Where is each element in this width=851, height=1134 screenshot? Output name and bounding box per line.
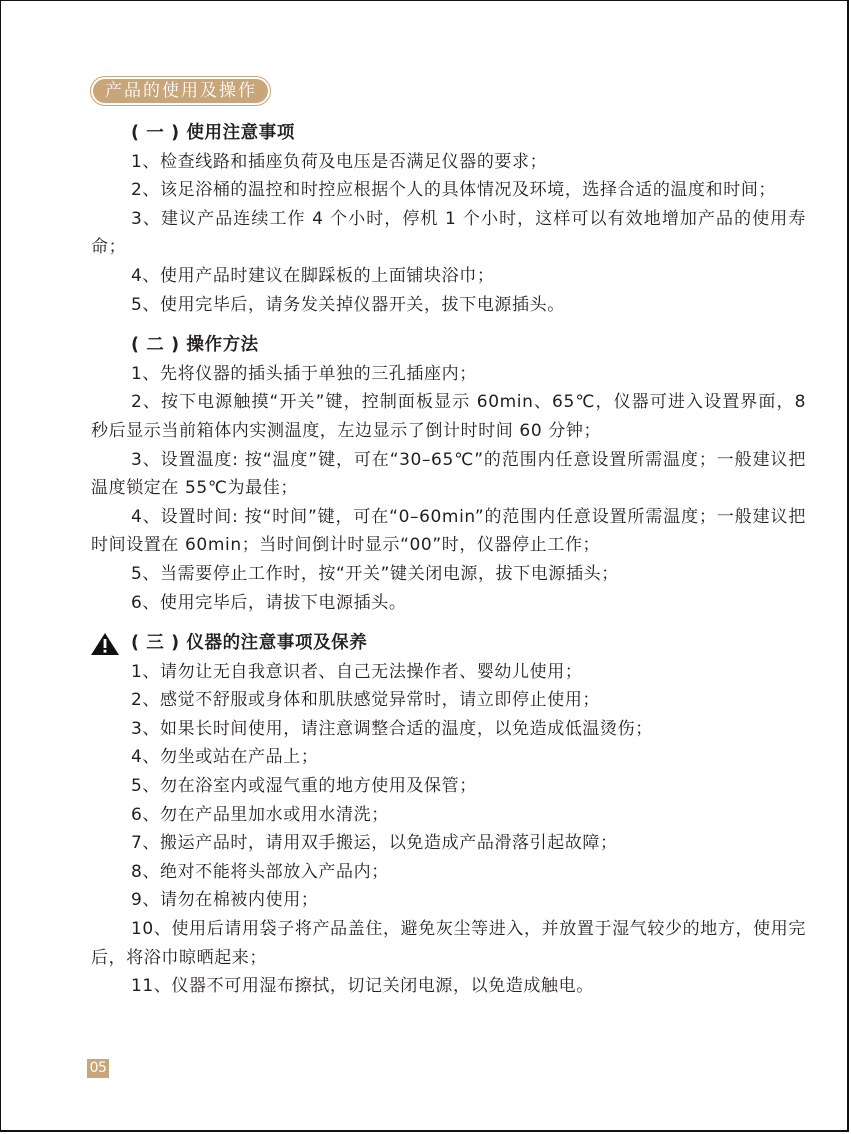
list-item: 5、当需要停止工作时，按“开关”键关闭电源，拔下电源插头； — [131, 563, 619, 584]
list-item: 10、使用后请用袋子将产品盖住，避免灰尘等进入，并放置于湿气较少的地方，使用完后，将浴巾晾晒起来； — [91, 919, 806, 968]
list-item: 1、先将仪器的插头插于单独的三孔插座内； — [131, 363, 477, 384]
list-item: 3、建议产品连续工作 4 个小时，停机 1 个小时，这样可以有效地增加产品的使用寿命； — [91, 208, 806, 258]
list-item: 5、使用完毕后，请务发关掉仪器开关，拔下电源插头。 — [131, 294, 565, 315]
section-badge: 产品的使用及操作 — [91, 77, 270, 105]
list-item: 8、绝对不能将头部放入产品内； — [131, 861, 389, 882]
list-item: 11、仪器不可用湿布擦拭，切记关闭电源，以免造成触电。 — [131, 976, 594, 997]
list-item: 6、勿在产品里加水或用水清洗； — [131, 804, 389, 825]
list-item: 2、该足浴桶的温控和时控应根据个人的具体情况及环境，选择合适的温度和时间； — [131, 180, 777, 201]
list-item: 1、请勿让无自我意识者、自己无法操作者、婴幼儿使用； — [131, 661, 583, 682]
list-item: 3、设置温度: 按“温度”键，可在“30–65℃”的范围内任意设置所需温度；一般建议把温度锁定在 55℃为最佳； — [91, 449, 806, 499]
section-usage-notes — [91, 119, 806, 319]
section-operation — [91, 331, 806, 617]
list-item: 4、勿坐或站在产品上； — [131, 747, 319, 768]
list-item: 6、使用完毕后，请拔下电源插头。 — [131, 592, 407, 613]
list-item: 4、设置时间: 按“时间”键，可在“0–60min”的范围内任意设置所需温度；一般建议把时间设置在 60min；当时间倒计时显示“00”时，仪器停止工作； — [91, 506, 806, 556]
list-item: 4、使用产品时建议在脚踩板的上面铺块浴巾； — [131, 265, 495, 286]
section-heading: ( 三 ) 仪器的注意事项及保养 — [131, 633, 368, 654]
list-item: 5、勿在浴室内或湿气重的地方使用及保管； — [131, 776, 477, 797]
list-item: 9、请勿在棉被内使用； — [131, 890, 319, 911]
section-maintenance — [91, 629, 806, 1001]
section-heading: ( 二 ) 操作方法 — [131, 335, 259, 356]
page-content — [91, 119, 806, 1001]
list-item: 7、搬运产品时，请用双手搬运，以免造成产品滑落引起故障； — [131, 833, 618, 854]
list-item: 3、如果长时间使用，请注意调整合适的温度，以免造成低温烫伤； — [131, 718, 653, 739]
page-number: 05 — [87, 1059, 109, 1078]
section-heading: ( 一 ) 使用注意事项 — [131, 123, 295, 143]
list-item: 1、检查线路和插座负荷及电压是否满足仪器的要求； — [131, 151, 548, 172]
warning-triangle-icon — [91, 633, 119, 655]
list-item: 2、感觉不舒服或身体和肌肤感觉异常时，请立即停止使用； — [131, 690, 601, 711]
section-heading-row — [91, 629, 806, 658]
list-item: 2、按下电源触摸“开关”键，控制面板显示 60min、65℃，仪器可进入设置界面，8 秒后显示当前箱体内实测温度，左边显示了倒计时时间 60 分钟； — [91, 392, 806, 441]
